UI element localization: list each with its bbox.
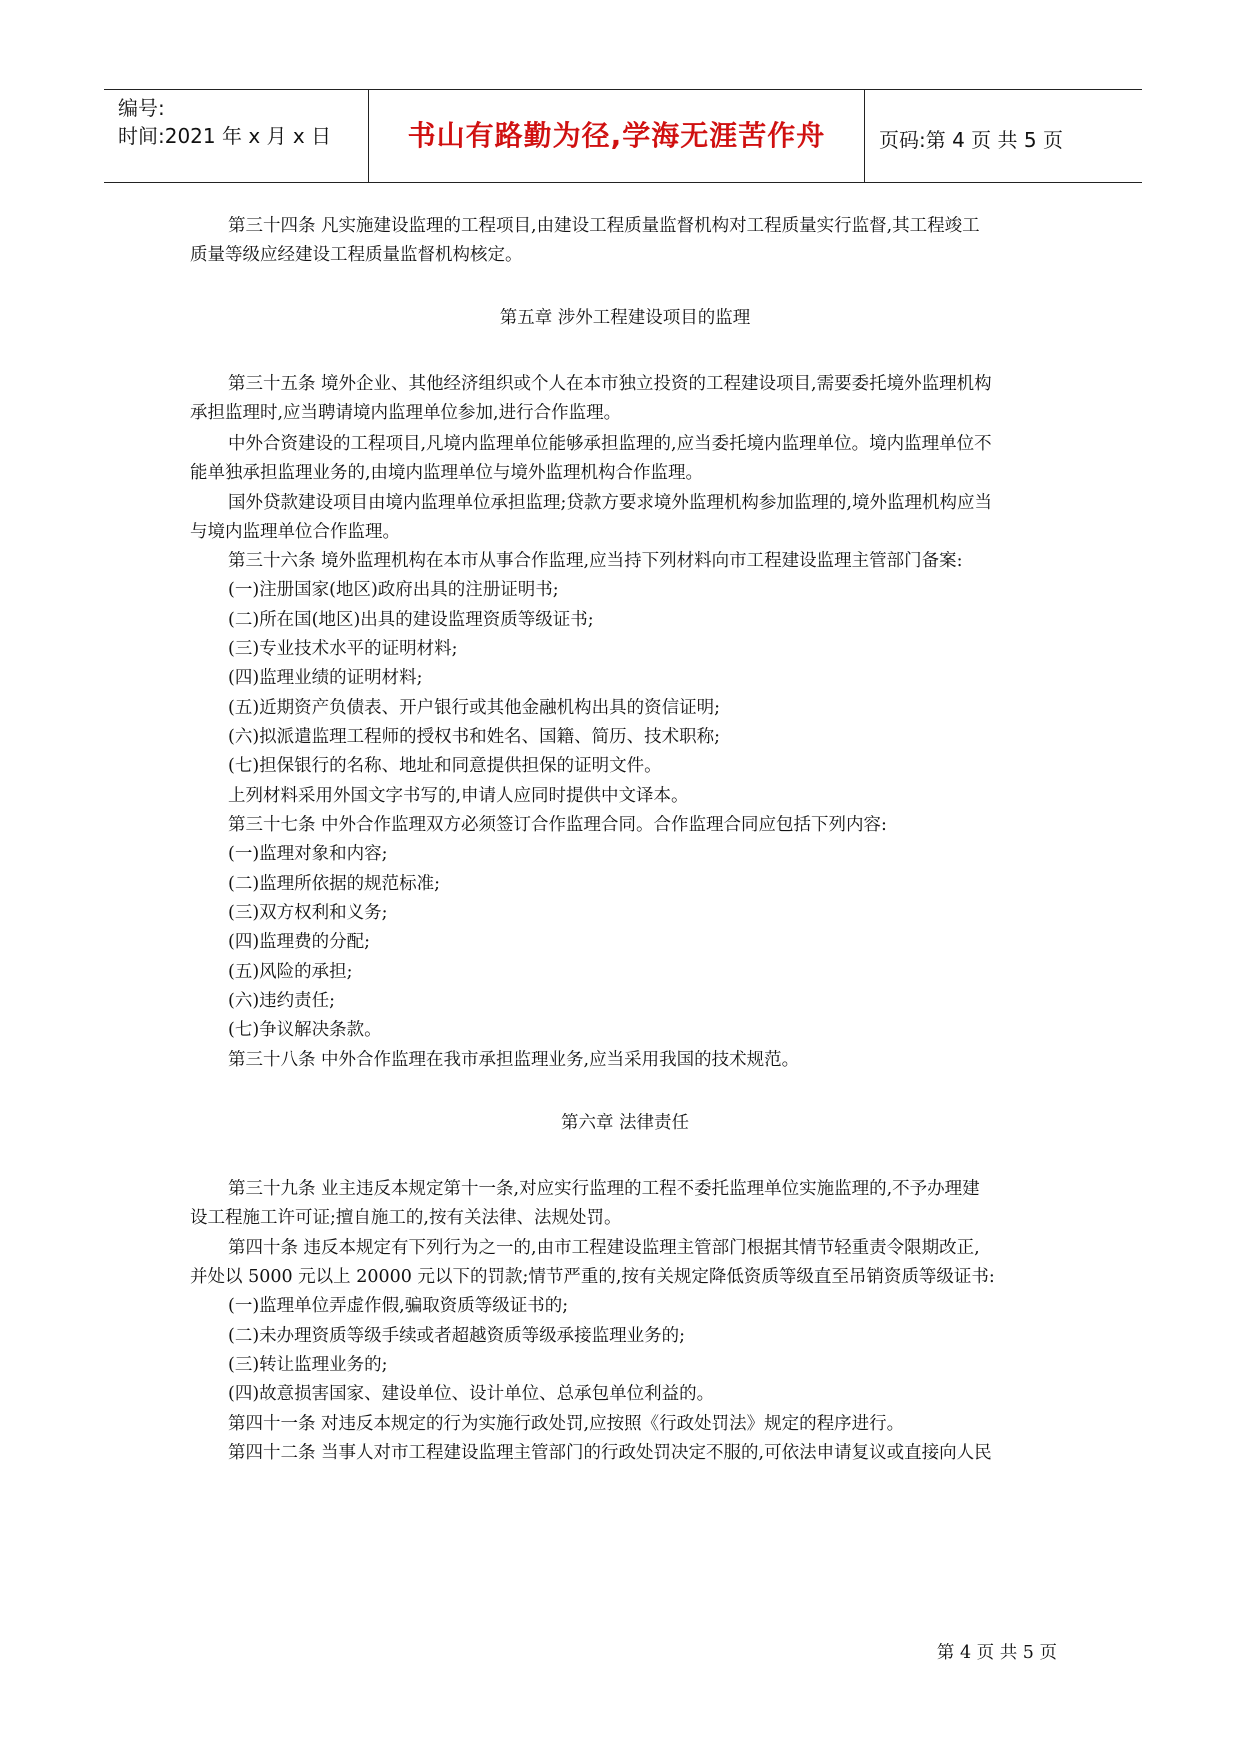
chapter-5-heading: 第五章 涉外工程建设项目的监理 (499, 308, 751, 328)
article-39-line-1: 第三十九条 业主违反本规定第十一条,对应实行监理的工程不委托监理单位实施监理的,不予办理建 (228, 1179, 980, 1199)
list-item: (一)监理单位弄虚作假,骗取资质等级证书的; (228, 1296, 569, 1316)
list-item: (四)监理费的分配; (228, 932, 371, 952)
translation-note: 上列材料采用外国文字书写的,申请人应同时提供中文译本。 (228, 786, 689, 806)
list-item: (四)故意损害国家、建设单位、设计单位、总承包单位利益的。 (228, 1384, 715, 1404)
article-34-line-1: 第三十四条 凡实施建设监理的工程项目,由建设工程质量监督机构对工程质量实行监督,其工程竣工 (228, 216, 980, 236)
list-item: (二)所在国(地区)出具的建设监理资质等级证书; (228, 610, 594, 630)
article-37-line: 第三十七条 中外合作监理双方必须签订合作监理合同。合作监理合同应包括下列内容: (228, 815, 887, 835)
list-item: (四)监理业绩的证明材料; (228, 668, 423, 688)
list-item: (五)风险的承担; (228, 962, 353, 982)
foreign-loan-line-2: 与境内监理单位合作监理。 (190, 522, 400, 542)
article-42-line: 第四十二条 当事人对市工程建设监理主管部门的行政处罚决定不服的,可依法申请复议或直接向人民 (228, 1443, 992, 1463)
page-header (104, 89, 1142, 183)
article-36-line: 第三十六条 境外监理机构在本市从事合作监理,应当持下列材料向市工程建设监理主管部门备案: (228, 551, 963, 571)
article-41-line: 第四十一条 对违反本规定的行为实施行政处罚,应按照《行政处罚法》规定的程序进行。 (228, 1414, 905, 1434)
list-item: (六)拟派遣监理工程师的授权书和姓名、国籍、简历、技术职称; (228, 727, 721, 747)
header-meta-cell (104, 90, 369, 182)
article-35-line-2: 承担监理时,应当聘请境内监理单位参加,进行合作监理。 (190, 403, 622, 423)
article-38-line: 第三十八条 中外合作监理在我市承担监理业务,应当采用我国的技术规范。 (228, 1050, 800, 1070)
list-item: (三)专业技术水平的证明材料; (228, 639, 458, 659)
article-34-line-2: 质量等级应经建设工程质量监督机构核定。 (190, 245, 523, 265)
list-item: (二)未办理资质等级手续或者超越资质等级承接监理业务的; (228, 1326, 686, 1346)
list-item: (一)注册国家(地区)政府出具的注册证明书; (228, 580, 559, 600)
header-page-cell (865, 90, 1142, 182)
article-40-line-1: 第四十条 违反本规定有下列行为之一的,由市工程建设监理主管部门根据其情节轻重责令限期改正, (228, 1238, 980, 1258)
page-footer-number: 第 4 页 共 5 页 (936, 1643, 1057, 1663)
article-35-line-1: 第三十五条 境外企业、其他经济组织或个人在本市独立投资的工程建设项目,需要委托境外监理机构 (228, 374, 992, 394)
header-motto-cell (369, 90, 865, 182)
joint-venture-line-1: 中外合资建设的工程项目,凡境内监理单位能够承担监理的,应当委托境内监理单位。境内监理单位不 (228, 434, 992, 454)
header-page-info: 页码:第 4 页 共 5 页 (879, 128, 1063, 152)
list-item: (五)近期资产负债表、开户银行或其他金融机构出具的资信证明; (228, 698, 721, 718)
document-time-label: 时间:2021 年 x 月 x 日 (118, 124, 332, 148)
article-40-line-2: 并处以 5000 元以上 20000 元以下的罚款;情节严重的,按有关规定降低资质等级直至吊销资质等级证书: (190, 1267, 995, 1287)
list-item: (二)监理所依据的规范标准; (228, 874, 441, 894)
list-item: (三)双方权利和义务; (228, 903, 388, 923)
list-item: (七)担保银行的名称、地址和同意提供担保的证明文件。 (228, 756, 662, 776)
chapter-6-heading: 第六章 法律责任 (560, 1113, 690, 1133)
header-motto: 书山有路勤为径,学海无涯苦作舟 (407, 119, 826, 152)
article-39-line-2: 设工程施工许可证;擅自施工的,按有关法律、法规处罚。 (190, 1208, 622, 1228)
list-item: (六)违约责任; (228, 991, 336, 1011)
joint-venture-line-2: 能单独承担监理业务的,由境内监理单位与境外监理机构合作监理。 (190, 463, 704, 483)
foreign-loan-line-1: 国外贷款建设项目由境内监理单位承担监理;贷款方要求境外监理机构参加监理的,境外监理机构应当 (228, 493, 992, 513)
document-number-label: 编号: (118, 96, 165, 120)
list-item: (一)监理对象和内容; (228, 844, 388, 864)
list-item: (七)争议解决条款。 (228, 1020, 382, 1040)
list-item: (三)转让监理业务的; (228, 1355, 388, 1375)
